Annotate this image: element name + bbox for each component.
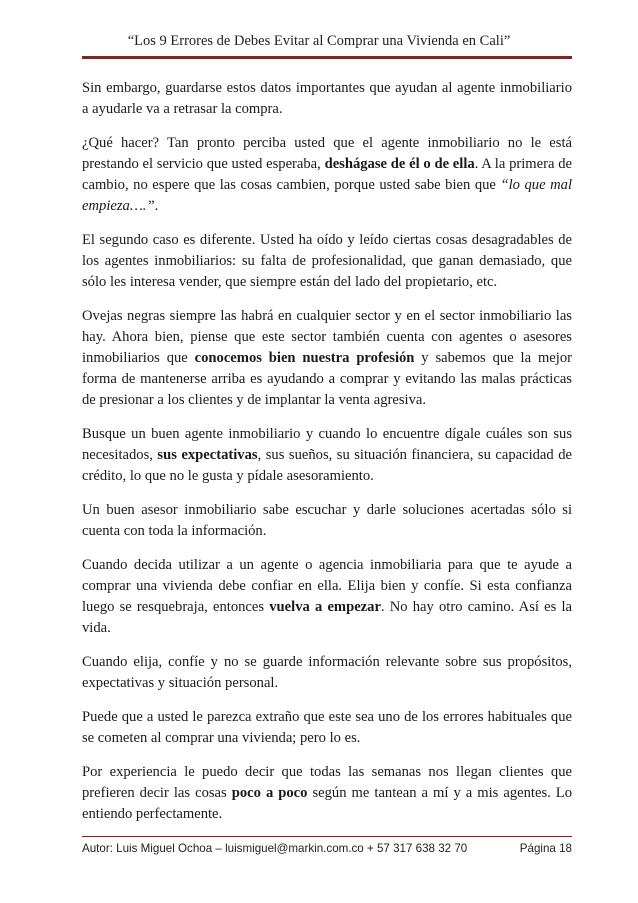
paragraph (82, 652, 572, 694)
paragraph (82, 424, 572, 487)
text-run: Sin embargo, guardarse estos datos importantes que ayudan al agente inmobiliario a ayudarle va a retrasar la compra. (82, 80, 572, 117)
header-divider (82, 56, 572, 59)
text-run: Por experiencia le puedo decir que todas las semanas nos llegan clientes que prefieren decir las cosas (82, 764, 572, 801)
text-run: Cuando decida utilizar a un agente o agencia inmobiliaria para que te ayude a comprar una vivienda debe confiar en ella. Elija bien y confíe. Si esta confianza luego se resquebraja, entonces (82, 557, 572, 615)
text-run: Busque un buen agente inmobiliario y cuando lo encuentre dígale cuáles son sus necesitados, (82, 426, 572, 463)
text-run: según me tantean a mí y a mis agentes. Lo entiendo perfectamente. (82, 785, 573, 822)
text-run: . (154, 198, 159, 214)
paragraph (82, 762, 572, 825)
document-body (82, 78, 572, 838)
paragraph (82, 707, 572, 749)
page-header-title: “Los 9 Errores de Debes Evitar al Comprar una Vivienda en Cali” (127, 33, 511, 49)
paragraph (82, 555, 572, 639)
bold-text: sus expectativas (157, 447, 258, 463)
bold-text: vuelva a empezar (269, 599, 381, 615)
paragraph (82, 306, 572, 411)
bold-text: deshágase de él o de ella (324, 156, 475, 172)
text-run: y sabemos que la mejor forma de mantenerse arriba es ayudando a comprar y evitando las malas prácticas de presionar a los clientes y de implantar la venta agresiva. (82, 350, 572, 408)
page-footer (82, 842, 572, 855)
text-run: . No hay otro camino. Así es la vida. (82, 599, 572, 636)
paragraph (82, 500, 572, 542)
paragraph (82, 230, 572, 293)
footer-page-number: Página 18 (519, 842, 572, 855)
text-run: El segundo caso es diferente. Usted ha oído y leído ciertas cosas desagradables de los agentes inmobiliarios: su falta de profesionalidad, que ganan demasiado, que sólo les interesa vender, que siempre están del lado del propietario, etc. (82, 232, 572, 290)
text-run: . A la primera de cambio, no espere que las cosas cambien, porque usted sabe bien que (82, 156, 572, 193)
bold-text: poco a poco (231, 785, 308, 801)
paragraph (82, 78, 572, 120)
text-run: Ovejas negras siempre las habrá en cualquier sector y en el sector inmobiliario las hay. Ahora bien, piense que este sector también cuenta con agentes o asesores inmobiliarios que (82, 308, 572, 366)
text-run: Puede que a usted le parezca extraño que este sea uno de los errores habituales que se cometen al comprar una vivienda; pero lo es. (82, 709, 572, 746)
italic-text: “lo que mal empieza….” (82, 177, 572, 214)
bold-text: conocemos bien nuestra profesión (194, 350, 415, 366)
text-run: Cuando elija, confíe y no se guarde información relevante sobre sus propósitos, expectativas y situación personal. (82, 654, 572, 691)
footer-author: Autor: Luis Miguel Ochoa – luismiguel@markin.com.co + 57 317 638 32 70 (82, 842, 468, 855)
paragraph (82, 133, 572, 217)
text-run: ¿Qué hacer? Tan pronto perciba usted que el agente inmobiliario no le está prestando el servicio que usted esperaba, (82, 135, 572, 172)
text-run: , sus sueños, su situación financiera, su capacidad de crédito, lo que no le gusta y pídale asesoramiento. (82, 447, 572, 484)
footer-divider (82, 836, 572, 837)
text-run: Un buen asesor inmobiliario sabe escuchar y darle soluciones acertadas sólo si cuenta con toda la información. (82, 502, 572, 539)
